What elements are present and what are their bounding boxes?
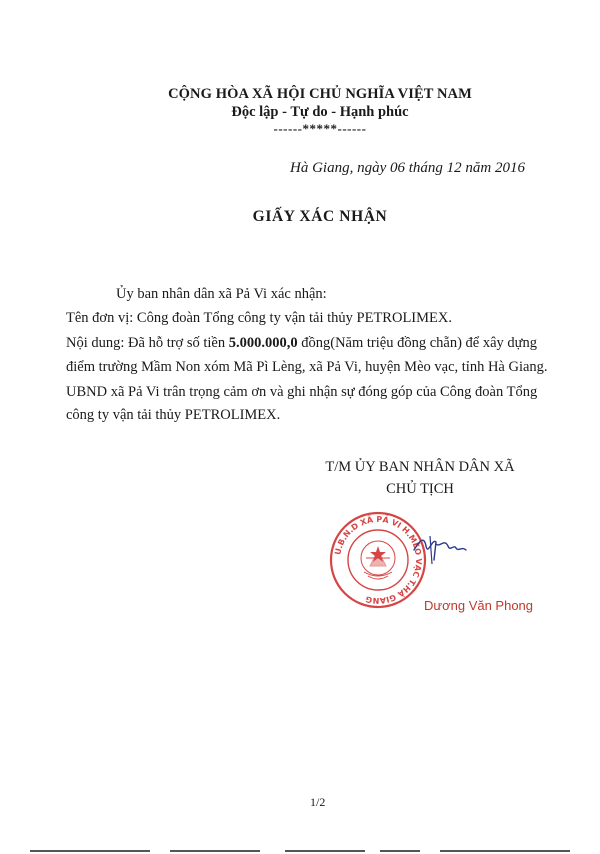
date-line: Hà Giang, ngày 06 tháng 12 năm 2016 [290,160,525,176]
svg-text:U.B.N.D XÃ PẢ VI H.MÈO VẠC T.H: U.B.N.D XÃ PẢ VI H.MÈO VẠC T.HÀ GIANG [333,514,424,606]
content-label: Nội dung: [66,335,125,351]
signer-name: Dương Văn Phong [424,598,534,613]
scan-bottom-edge [0,848,600,854]
thanks-line-2: công ty vận tải thủy PETROLIMEX. [66,407,281,423]
handwritten-signature [410,528,470,568]
intro-line: Ủy ban nhân dân xã Pả Vi xác nhận: [116,286,327,302]
unit-label: Tên đơn vị: [66,310,134,326]
content-post: đồng(Năm triệu đồng chẵn) để xây dựng [297,335,538,351]
national-title: CỘNG HÒA XÃ HỘI CHỦ NGHĨA VIỆT NAM [168,86,472,102]
unit-line [66,310,452,327]
thanks-line-1: UBND xã Pả Vi trân trọng cảm ơn và ghi nhận sự đóng góp của Công đoàn Tổng [66,384,538,400]
header-separator: ------*****------ [273,121,367,136]
national-motto: Độc lập - Tự do - Hạnh phúc [231,104,409,120]
amount-value: 5.000.000,0 [228,335,298,351]
unit-name: Công đoàn Tổng công ty vận tải thủy PETROLIMEX. [136,310,452,326]
signature-org: T/M ỦY BAN NHÂN DÂN XÃ [325,459,515,475]
content-line-2: điểm trường Mầm Non xóm Mã Pì Lèng, xã Pả Vi, huyện Mèo vạc, tỉnh Hà Giang. [66,359,548,375]
content-pre: Đã hỗ trợ số tiền [128,335,229,351]
signature-block [320,456,520,500]
page-number: 1/2 [310,795,326,809]
content-line-1 [66,335,537,352]
signature-position: CHỦ TỊCH [386,481,454,497]
document-title: GIẤY XÁC NHẬN [252,208,388,225]
